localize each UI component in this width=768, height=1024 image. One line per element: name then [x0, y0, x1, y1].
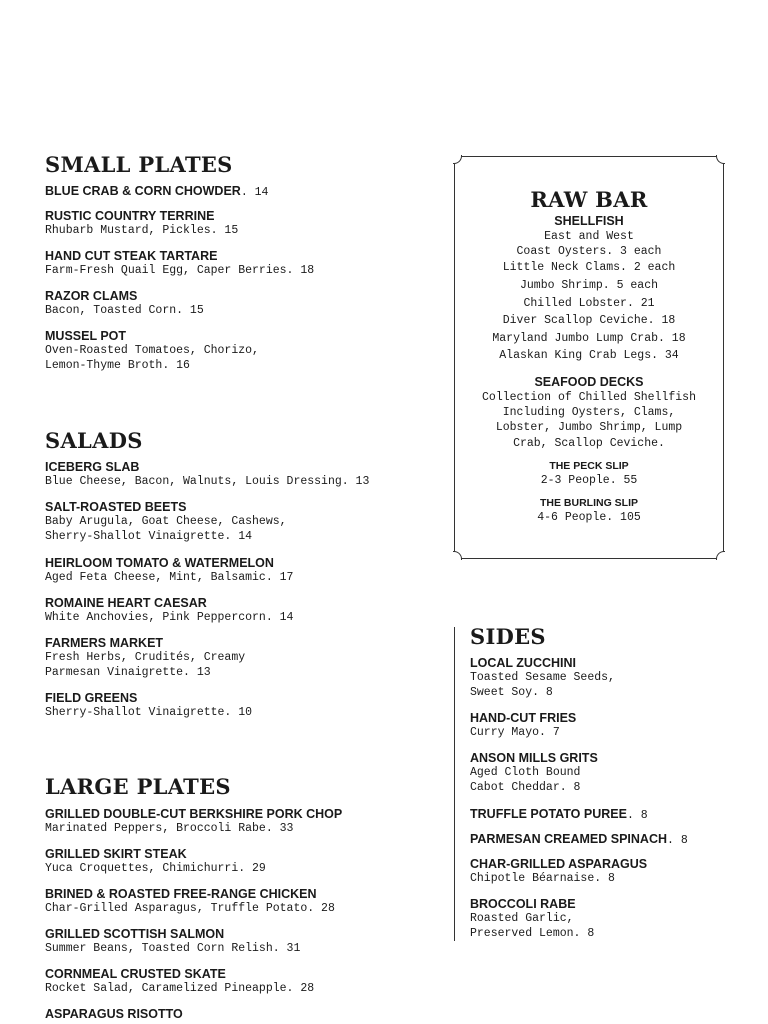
- menu-item: [470, 832, 750, 848]
- item-description: Blue Cheese, Bacon, Walnuts, Louis Dressing. 13: [45, 475, 370, 488]
- menu-item: [45, 209, 425, 238]
- corner-ornament: [453, 551, 462, 560]
- item-name: HAND-CUT FRIES: [470, 711, 577, 725]
- item-description: Baby Arugula, Goat Cheese, Cashews,: [45, 515, 287, 528]
- item-name: RUSTIC COUNTRY TERRINE: [45, 209, 215, 223]
- item-description: Lemon-Thyme Broth. 16: [45, 359, 190, 372]
- item-name: BROCCOLI RABE: [470, 897, 576, 911]
- shellfish-line: Jumbo Shrimp. 5 each: [519, 279, 659, 292]
- sides-heading: SIDES: [470, 624, 546, 649]
- item-name: GRILLED SCOTTISH SALMON: [45, 927, 225, 941]
- shellfish-line: Diver Scallop Ceviche. 18: [502, 314, 676, 328]
- item-description: Char-Grilled Asparagus, Truffle Potato. 28: [45, 902, 335, 915]
- item-description: Oven-Roasted Tomatoes, Chorizo,: [45, 344, 259, 357]
- item-name: PARMESAN CREAMED SPINACH: [470, 832, 668, 846]
- item-name: TRUFFLE POTATO PUREE: [470, 807, 627, 821]
- menu-item: [45, 691, 425, 720]
- item-description: Sweet Soy. 8: [470, 686, 553, 699]
- menu-item: [45, 500, 425, 544]
- burling-slip-name: THE BURLING SLIP: [539, 497, 638, 509]
- item-description: Sherry-Shallot Vinaigrette. 14: [45, 530, 253, 543]
- item-name: ASPARAGUS RISOTTO: [45, 1007, 183, 1021]
- menu-item: [470, 857, 750, 886]
- menu-item: [45, 847, 425, 876]
- menu-item: [45, 967, 425, 996]
- item-description: Fresh Herbs, Crudités, Creamy: [45, 651, 246, 664]
- item-name: LOCAL ZUCCHINI: [470, 656, 577, 670]
- item-description: Parmesan Vinaigrette. 13: [45, 666, 211, 679]
- peck-slip-name: THE PECK SLIP: [549, 460, 629, 472]
- item-name: HEIRLOOM TOMATO & WATERMELON: [45, 556, 274, 570]
- item-name: HAND CUT STEAK TARTARE: [45, 249, 218, 263]
- shellfish-line: Maryland Jumbo Lump Crab. 18: [492, 331, 686, 345]
- peck-slip-line: 2-3 People. 55: [540, 474, 638, 487]
- item-description: Sherry-Shallot Vinaigrette. 10: [45, 706, 253, 719]
- burling-slip-line: 4-6 People. 105: [537, 511, 641, 524]
- item-name: ANSON MILLS GRITS: [470, 751, 598, 765]
- item-price: . 8: [626, 809, 648, 822]
- item-description: Chipotle Béarnaise. 8: [470, 872, 615, 885]
- menu-item: [45, 927, 425, 956]
- small-plates-heading: SMALL PLATES: [45, 152, 233, 177]
- item-name: ICEBERG SLAB: [45, 460, 140, 474]
- item-name: GRILLED SKIRT STEAK: [45, 847, 187, 861]
- menu-item: [45, 596, 425, 625]
- seafood-decks-name: SEAFOOD DECKS: [534, 375, 644, 389]
- raw-bar-heading: RAW BAR: [530, 187, 648, 212]
- menu-item: [45, 460, 425, 489]
- seafood-decks-section: [455, 375, 723, 451]
- item-description: Cabot Cheddar. 8: [470, 781, 581, 794]
- menu-item: [45, 636, 425, 680]
- item-name: MUSSEL POT: [45, 329, 127, 343]
- menu-item: [45, 184, 425, 200]
- item-description: Aged Cloth Bound: [470, 766, 581, 779]
- item-name: BLUE CRAB & CORN CHOWDER: [45, 184, 241, 198]
- shellfish-name: SHELLFISH: [554, 214, 624, 228]
- item-description: Summer Beans, Toasted Corn Relish. 31: [45, 942, 301, 955]
- seafood-decks-line: Including Oysters, Clams,: [502, 406, 676, 420]
- item-name: CHAR-GRILLED ASPARAGUS: [470, 857, 648, 871]
- item-description: Roasted Garlic,: [470, 912, 574, 925]
- item-description: Rhubarb Mustard, Pickles. 15: [45, 224, 239, 237]
- menu-item: [470, 711, 750, 740]
- menu-item: [45, 249, 425, 278]
- item-name: BRINED & ROASTED FREE-RANGE CHICKEN: [45, 887, 317, 901]
- shellfish-line: Little Neck Clams. 2 each: [502, 261, 676, 275]
- item-description: Yuca Croquettes, Chimichurri. 29: [45, 862, 266, 875]
- item-name: RAZOR CLAMS: [45, 289, 138, 303]
- menu-item: [45, 807, 425, 836]
- menu-item: [45, 887, 425, 916]
- sides-divider: [454, 627, 455, 941]
- menu-item: [45, 289, 425, 318]
- seafood-decks-line: Lobster, Jumbo Shrimp, Lump: [495, 421, 683, 435]
- burling-slip: [455, 497, 723, 525]
- corner-ornament: [716, 155, 725, 164]
- menu-item: [470, 656, 750, 700]
- shellfish-line: Chilled Lobster. 21: [523, 296, 655, 310]
- item-price: . 14: [240, 186, 269, 199]
- raw-bar-panel: [454, 156, 724, 559]
- menu-item: [470, 897, 750, 941]
- item-name: GRILLED DOUBLE-CUT BERKSHIRE PORK CHOP: [45, 807, 343, 821]
- item-name: CORNMEAL CRUSTED SKATE: [45, 967, 226, 981]
- salads-heading: SALADS: [45, 428, 143, 453]
- item-description: Farm-Fresh Quail Egg, Caper Berries. 18: [45, 264, 315, 277]
- large-plates-heading: LARGE PLATES: [45, 774, 231, 799]
- item-description: Bacon, Toasted Corn. 15: [45, 304, 204, 317]
- seafood-decks-line: Crab, Scallop Ceviche.: [513, 436, 665, 450]
- menu-item: [45, 329, 425, 373]
- item-name: SALT-ROASTED BEETS: [45, 500, 187, 514]
- item-name: FARMERS MARKET: [45, 636, 164, 650]
- item-description: Curry Mayo. 7: [470, 726, 560, 739]
- item-description: White Anchovies, Pink Peppercorn. 14: [45, 611, 294, 624]
- item-description: Marinated Peppers, Broccoli Rabe. 33: [45, 822, 294, 835]
- item-description: Aged Feta Cheese, Mint, Balsamic. 17: [45, 571, 294, 584]
- item-name: ROMAINE HEART CAESAR: [45, 596, 207, 610]
- menu-item: [470, 807, 750, 823]
- menu-item: [45, 1007, 425, 1021]
- menu-item: [470, 751, 750, 795]
- item-description: Toasted Sesame Seeds,: [470, 671, 615, 684]
- item-name: FIELD GREENS: [45, 691, 138, 705]
- item-description: Preserved Lemon. 8: [470, 927, 595, 940]
- corner-ornament: [716, 551, 725, 560]
- shellfish-line: Alaskan King Crab Legs. 34: [499, 349, 679, 363]
- shellfish-line: East and West: [544, 230, 634, 243]
- item-price: . 8: [667, 834, 688, 847]
- item-description: Rocket Salad, Caramelized Pineapple. 28: [45, 982, 315, 995]
- corner-ornament: [453, 155, 462, 164]
- shellfish-line: Coast Oysters. 3 each: [516, 245, 662, 259]
- shellfish-section: [455, 214, 723, 365]
- peck-slip: [455, 460, 723, 488]
- seafood-decks-line: Collection of Chilled Shellfish: [482, 391, 696, 404]
- menu-item: [45, 556, 425, 585]
